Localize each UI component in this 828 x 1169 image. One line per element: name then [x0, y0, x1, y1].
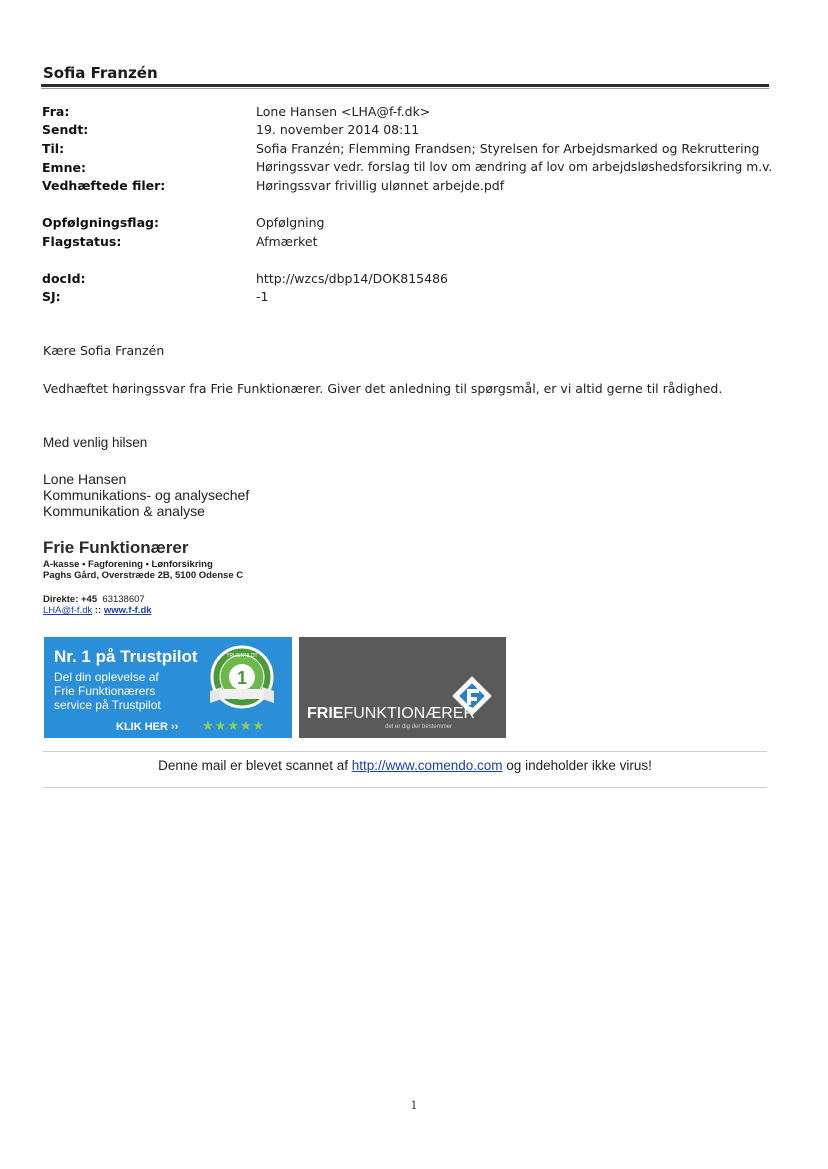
header-label-from: Fra:: [42, 104, 70, 119]
sender-name-title: Sofia Franzén: [43, 64, 158, 82]
trustpilot-badge-number: 1: [236, 668, 248, 688]
header-value-sj: -1: [256, 289, 269, 304]
scan-notice-before: Denne mail er blevet scannet af: [158, 758, 352, 773]
contact-links: [43, 605, 152, 616]
message-body: Vedhæftet høringssvar fra Frie Funktionærer. Giver det anledning til spørgsmål, er vi altid gerne til rådighed.: [43, 381, 723, 396]
scan-divider-bottom: [43, 787, 767, 788]
ff-logo-text: [307, 705, 475, 723]
header-label-flag-status: Flagstatus:: [42, 234, 122, 249]
company-address: Paghs Gård, Overstræde 2B, 5100 Odense C: [43, 570, 244, 581]
header-label-docid: docId:: [42, 271, 86, 286]
scan-divider-top: [43, 751, 767, 752]
header-label-to: Til:: [42, 141, 65, 156]
email-link[interactable]: LHA@f-f.dk: [43, 605, 93, 616]
trustpilot-badge-icon: [204, 641, 280, 717]
trustpilot-banner-line3: service på Trustpilot: [54, 698, 161, 712]
trustpilot-banner-line1: Del din oplevelse af: [54, 670, 159, 684]
header-label-sent: Sendt:: [42, 122, 89, 137]
company-tagline: A-kasse • Fagforening • Lønforsikring: [43, 559, 213, 570]
klik-her-button[interactable]: KLIK HER ››: [116, 721, 179, 733]
title-divider-thin: [41, 88, 769, 89]
header-label-attachments: Vedhæftede filer:: [42, 178, 166, 193]
header-label-followup-flag: Opfølgningsflag:: [42, 215, 159, 230]
frie-funktionaerer-banner[interactable]: [299, 637, 506, 738]
website-link[interactable]: www.f-f.dk: [103, 605, 152, 616]
header-value-followup-flag: Opfølgning: [256, 215, 325, 230]
header-value-sent: 19. november 2014 08:11: [256, 122, 420, 137]
direct-number: 63138607: [102, 594, 145, 605]
signature-title: Kommunikations- og analysechef: [43, 487, 250, 503]
trustpilot-badge-text: TRUSTPILOT: [226, 653, 258, 659]
direct-phone: [43, 594, 145, 605]
header-value-docid: http://wzcs/dbp14/DOK815486: [256, 271, 448, 286]
scan-notice: [43, 758, 767, 773]
company-name: Frie Funktionærer: [43, 538, 189, 557]
rating-stars-icon: ★★★★★: [202, 719, 266, 734]
trustpilot-banner[interactable]: [44, 637, 292, 738]
trustpilot-banner-line2: Frie Funktionærers: [54, 684, 156, 698]
ff-logo-bold: FRIE: [307, 705, 344, 722]
scan-notice-after: og indeholder ikke virus!: [502, 758, 652, 773]
ff-logo-light: FUNKTIONÆRER: [343, 705, 476, 722]
header-value-flag-status: Afmærket: [256, 234, 318, 249]
header-value-subject: Høringssvar vedr. forslag til lov om ændring af lov om arbejdsløshedsforsikring m.v.: [256, 160, 773, 174]
link-separator: ::: [94, 605, 102, 616]
trustpilot-banner-title: Nr. 1 på Trustpilot: [54, 647, 198, 666]
header-value-attachments[interactable]: Høringssvar frivillig ulønnet arbejde.pdf: [256, 178, 505, 193]
closing: Med venlig hilsen: [43, 435, 148, 450]
ff-slogan: det er dig der bestemmer: [385, 724, 453, 730]
header-label-sj: SJ:: [42, 289, 61, 304]
signature-department: Kommunikation & analyse: [43, 503, 205, 519]
header-label-subject: Emne:: [42, 160, 86, 175]
signature-name: Lone Hansen: [43, 471, 127, 487]
page-number: 1: [410, 1099, 418, 1112]
header-value-from: Lone Hansen <LHA@f-f.dk>: [256, 104, 431, 119]
direct-label: Direkte: +45: [43, 594, 98, 605]
title-divider: [41, 84, 769, 87]
header-value-to: Sofia Franzén; Flemming Frandsen; Styrelsen for Arbejdsmarked og Rekruttering: [256, 141, 760, 156]
greeting: Kære Sofia Franzén: [43, 343, 165, 358]
comendo-link[interactable]: http://www.comendo.com: [351, 758, 503, 773]
